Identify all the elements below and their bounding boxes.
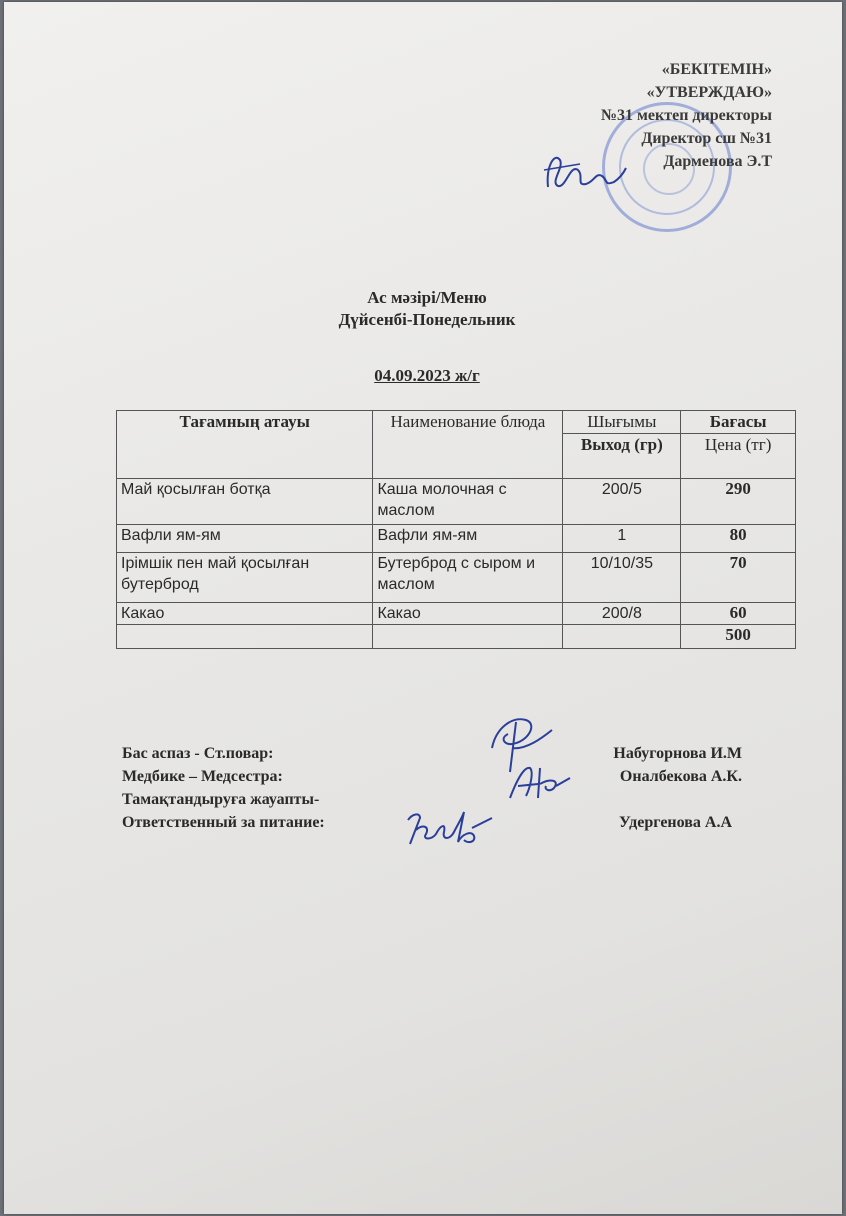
- title-line: Дүйсенбі-Понедельник: [338, 310, 516, 329]
- dish-name-ru: Какао: [373, 603, 563, 625]
- dish-name-ru: Вафли ям-ям: [373, 525, 563, 553]
- dish-name-kz: Вафли ям-ям: [117, 525, 373, 553]
- table-row: [117, 603, 796, 625]
- staff-name: Оналбекова А.К.: [619, 768, 742, 785]
- dish-yield: 10/10/35: [563, 553, 681, 603]
- table-row: [117, 479, 796, 525]
- empty-cell: [117, 625, 373, 649]
- dish-name-kz: Ірімшік пен май қосылған бутерброд: [117, 553, 373, 603]
- dish-name-kz: Какао: [117, 603, 373, 625]
- staff-role: Бас аспаз - Ст.повар:: [122, 745, 274, 762]
- dish-name-ru: Бутерброд с сыром и маслом: [373, 553, 563, 603]
- staff-role: Ответственный за питание:: [122, 814, 325, 831]
- header-name-ru: Наименование блюда: [373, 411, 563, 479]
- dish-yield: 200/5: [563, 479, 681, 525]
- staff-row: [122, 788, 742, 811]
- header-price-ru: Цена (тг): [681, 434, 796, 479]
- approval-line: №31 мектеп директоры: [600, 107, 772, 124]
- dish-name-kz: Май қосылған ботқа: [117, 479, 373, 525]
- menu-date: 04.09.2023 ж/г: [374, 366, 480, 385]
- dish-yield: 1: [563, 525, 681, 553]
- staff-row: [122, 765, 742, 788]
- approval-line: «УТВЕРЖДАЮ»: [646, 84, 772, 101]
- staff-name: Набугорнова И.М: [613, 745, 742, 762]
- dish-price: 60: [681, 603, 796, 625]
- staff-row: [122, 811, 742, 834]
- staff-role: Тамақтандыруға жауапты-: [122, 791, 320, 808]
- total-price: 500: [681, 625, 796, 649]
- staff-name: Удергенова А.А: [618, 814, 732, 831]
- table-total-row: [117, 625, 796, 649]
- menu-title: [4, 287, 846, 331]
- staff-role: Медбике – Медсестра:: [122, 768, 283, 785]
- dish-price: 70: [681, 553, 796, 603]
- dish-price: 290: [681, 479, 796, 525]
- title-line: Ас мәзірі/Меню: [367, 288, 487, 307]
- director-signature: [540, 142, 630, 202]
- approval-line: Директор сш №31: [641, 130, 772, 147]
- dish-price: 80: [681, 525, 796, 553]
- table-row: [117, 553, 796, 603]
- table-header-row: [117, 411, 796, 434]
- staff-block: [122, 742, 742, 834]
- approval-line: Дарменова Э.Т: [663, 153, 772, 170]
- dish-name-ru: Каша молочная с маслом: [373, 479, 563, 525]
- header-price-kz: Бағасы: [681, 411, 796, 434]
- header-name-kz: Тағамның атауы: [117, 411, 373, 479]
- header-yield-ru: Выход (гр): [563, 434, 681, 479]
- empty-cell: [563, 625, 681, 649]
- table-row: [117, 525, 796, 553]
- header-yield-kz: Шығымы: [563, 411, 681, 434]
- staff-row: [122, 742, 742, 765]
- document-sheet: [4, 2, 842, 1214]
- approval-line: «БЕКІТЕМІН»: [661, 61, 772, 78]
- menu-table: [116, 410, 796, 649]
- empty-cell: [373, 625, 563, 649]
- dish-yield: 200/8: [563, 603, 681, 625]
